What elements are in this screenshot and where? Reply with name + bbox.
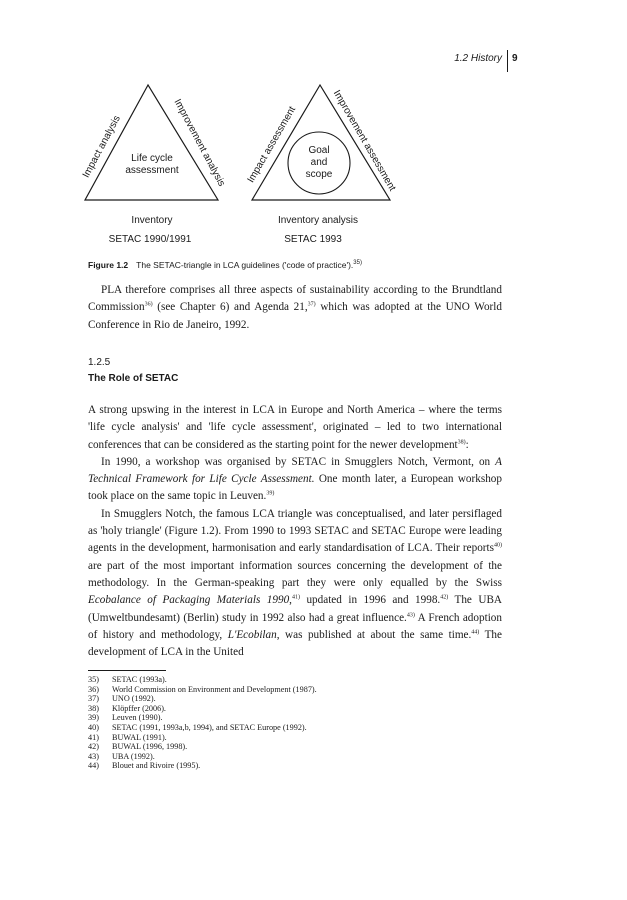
- para4-text-6: A French adoption of history and methodology,: [88, 611, 502, 641]
- footnote: [88, 713, 502, 723]
- para2-ref-1: 38): [457, 438, 466, 445]
- section-number: 1.2.5: [88, 357, 111, 368]
- caption-label: Figure 1.2: [88, 260, 129, 270]
- para1-ref-2: 37): [307, 301, 316, 308]
- left-impact-label: Impact analysis: [80, 113, 123, 180]
- paragraph-upswing: [88, 402, 502, 454]
- para4-ref-1: 40): [494, 542, 502, 549]
- footnote-number: 42): [88, 742, 99, 752]
- footnote-text: BUWAL (1996, 1998).: [112, 742, 188, 752]
- footnote-text: BUWAL (1991).: [112, 732, 167, 742]
- section-body: [88, 402, 502, 661]
- footnote-divider: [88, 670, 166, 671]
- footnote: [88, 685, 502, 695]
- setac-triangle-figure: [80, 80, 500, 250]
- right-center-line3: scope: [305, 169, 333, 180]
- para4-ref-3: 42): [440, 594, 449, 601]
- right-setac-label: SETAC 1993: [284, 234, 342, 245]
- left-setac-label: SETAC 1990/1991: [108, 234, 192, 245]
- footnote-text: UNO (1992).: [112, 694, 156, 704]
- running-title: 1.2 History: [454, 53, 502, 64]
- section-title: The Role of SETAC: [88, 373, 179, 384]
- footnote: [88, 704, 502, 714]
- header-divider: [507, 50, 508, 72]
- caption-ref: 35): [353, 260, 362, 267]
- footnote-text: SETAC (1991, 1993a,b, 1994), and SETAC Europe (1992).: [112, 722, 307, 732]
- footnote: [88, 752, 502, 762]
- para1-text-3: which was adopted at the UNO World Conference in Rio de Janeiro, 1992.: [88, 301, 502, 331]
- para3-text-1: In 1990, a workshop was organised by SETAC in Smugglers Notch, Vermont, on: [101, 455, 496, 468]
- paragraph-smugglers-notch: [88, 506, 502, 662]
- footnote-number: 38): [88, 703, 99, 713]
- para4-ref-5: 44): [471, 629, 480, 636]
- para1-text-1: PLA therefore comprises all three aspects of sustainability according to the Brundtland Commission: [88, 284, 502, 314]
- right-inventory-label: Inventory analysis: [277, 215, 359, 226]
- para2-text-2: :: [465, 438, 469, 451]
- para3-text-2: One month later, a European workshop took place on the same topic in Leuven.: [88, 473, 502, 503]
- footnote-number: 40): [88, 722, 99, 732]
- left-inventory-label: Inventory: [131, 215, 173, 226]
- para2-text-1: A strong upswing in the interest in LCA in Europe and North America – where the terms 'life cycle analysis' and 'life cycle assessment', originated – led to two international conferences that can be considered as the starting point for the newer development: [88, 404, 502, 451]
- footnote-number: 37): [88, 694, 99, 704]
- footnote-number: 36): [88, 684, 99, 694]
- footnote-number: 41): [88, 732, 99, 742]
- para3-ref-1: 39): [266, 490, 275, 497]
- right-center-line1: Goal: [308, 145, 330, 156]
- footnote: [88, 742, 502, 752]
- left-improvement-label: Improvement analysis: [171, 97, 227, 189]
- footnote-number: 43): [88, 751, 99, 761]
- footnote: [88, 723, 502, 733]
- para4-text-8: The development of LCA in the United: [88, 628, 502, 659]
- footnote-text: Blouet and Rivoire (1995).: [112, 761, 201, 771]
- para4-text-3: ,: [289, 594, 292, 607]
- para4-ref-2: 41): [291, 594, 300, 601]
- footnote-number: 44): [88, 761, 99, 771]
- right-center-line2: and: [310, 157, 328, 168]
- para3-title: A Technical Framework for Life Cycle Assessment.: [88, 455, 502, 486]
- footnote-text: SETAC (1993a).: [112, 675, 167, 684]
- para4-text-1: In Smugglers Notch, the famous LCA triangle was conceptualised, and later persiflaged as 'holy triangle' (Figure 1.2). From 1990 to 1993 SETAC and SETAC Europe were leading agents in the development, harmonisation and early standardisation of LCA. Their reports: [88, 507, 502, 555]
- para1-text-2: (see Chapter 6) and Agenda 21,: [152, 301, 308, 314]
- footnote: [88, 694, 502, 704]
- left-center-line1: Life cycle: [131, 153, 173, 164]
- caption-text: The SETAC-triangle in LCA guidelines ('code of practice').: [136, 260, 354, 270]
- page-number: 9: [512, 53, 518, 64]
- para4-text-4: updated in 1996 and 1998.: [299, 594, 441, 607]
- para4-title-2: L'Ecobilan: [227, 628, 277, 641]
- footnotes: [88, 675, 502, 771]
- footnote: [88, 761, 502, 771]
- para4-ref-4: 43): [406, 611, 415, 618]
- footnote-number: 39): [88, 713, 99, 723]
- footnote-text: UBA (1992).: [112, 751, 155, 761]
- para4-text-2: are part of the most important information sources concerning the development of the methodology. In the German-speaking part they were only equalled by the Swiss: [88, 559, 502, 589]
- paragraph-pla: [88, 282, 502, 334]
- footnote-number: 35): [88, 675, 99, 684]
- figure-graphic: [80, 80, 500, 250]
- left-center-line2: assessment: [125, 165, 179, 176]
- paragraph-workshop: [88, 454, 502, 506]
- para4-text-5: The UBA (Umweltbundesamt) (Berlin) study in 1992 also had a great influence.: [88, 594, 502, 624]
- right-impact-label: Impact assessment: [245, 104, 299, 185]
- para4-title-1: Ecobalance of Packaging Materials 1990: [88, 594, 290, 607]
- footnote-text: World Commission on Environment and Development (1987).: [112, 684, 317, 694]
- para4-text-7: , was published at about the same time.: [276, 628, 472, 641]
- figure-caption: [88, 260, 508, 270]
- para1-ref-1: 36): [144, 301, 153, 308]
- right-improvement-label: Improvement assessment: [330, 88, 398, 194]
- footnote-text: Klöpffer (2006).: [112, 703, 166, 713]
- footnote: [88, 733, 502, 743]
- footnote-text: Leuven (1990).: [112, 713, 163, 723]
- footnote: [88, 675, 502, 685]
